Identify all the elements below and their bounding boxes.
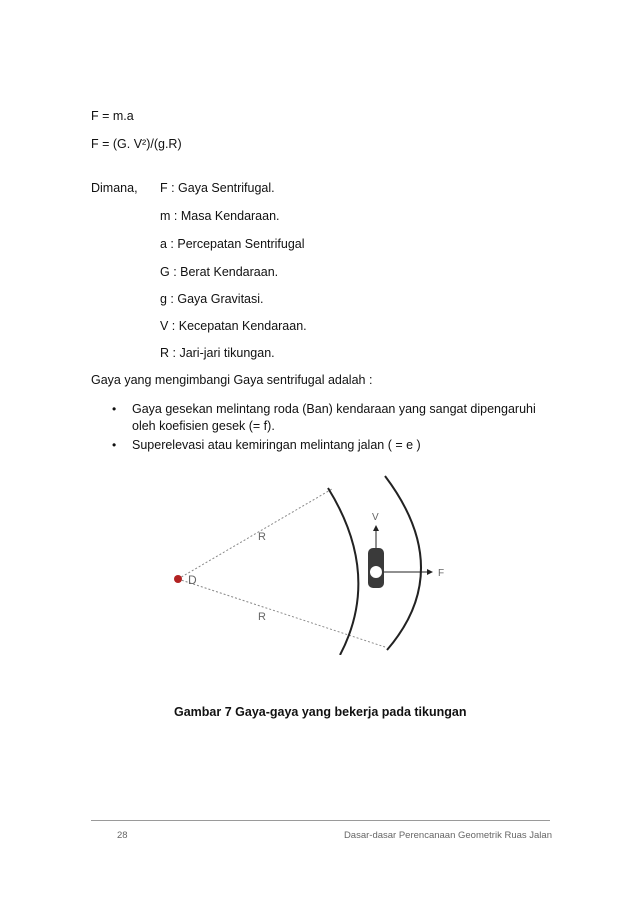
road-inner-edge — [328, 488, 358, 655]
bullet-marker: • — [112, 402, 117, 416]
vehicle-window — [370, 566, 382, 578]
bullet-line: oleh koefisien gesek (= f). — [132, 419, 275, 433]
definition-g-gravity: g : Gaya Gravitasi. — [160, 292, 264, 306]
velocity-label: V — [372, 512, 379, 523]
definition-f: F : Gaya Sentrifugal. — [160, 181, 275, 195]
center-point — [174, 575, 182, 583]
definition-a: a : Percepatan Sentrifugal — [160, 237, 305, 251]
bullet-line: Superelevasi atau kemiringan melintang jalan ( = e ) — [132, 438, 421, 452]
definition-g-weight: G : Berat Kendaraan. — [160, 265, 279, 279]
formula-centrifugal: F = (G. V²)/(g.R) — [91, 137, 182, 151]
running-title: Dasar-dasar Perencanaan Geometrik Ruas Jalan — [343, 830, 552, 841]
figure-caption: Gambar 7 Gaya-gaya yang bekerja pada tikungan — [174, 705, 467, 719]
radius-label-top: R — [258, 531, 266, 543]
formula-force: F = m.a — [91, 109, 134, 123]
bullet-superelevation — [132, 437, 552, 454]
force-label: F — [438, 568, 445, 579]
where-label: Dimana, — [91, 181, 138, 195]
page-number: 28 — [117, 830, 128, 841]
radius-line-top — [178, 489, 332, 579]
definition-v: V : Kecepatan Kendaraan. — [160, 319, 307, 333]
radius-line-bottom — [178, 579, 385, 647]
bullet-friction — [132, 401, 552, 435]
definition-m: m : Masa Kendaraan. — [160, 209, 280, 223]
definition-r: R : Jari-jari tikungan. — [160, 346, 275, 360]
radius-label-bottom: R — [258, 611, 266, 623]
footer-divider — [91, 820, 550, 821]
curve-force-diagram — [160, 470, 470, 655]
intro-text: Gaya yang mengimbangi Gaya sentrifugal adalah : — [91, 373, 373, 387]
center-label: D — [188, 573, 197, 587]
bullet-line: Gaya gesekan melintang roda (Ban) kendaraan yang sangat dipengaruhi — [132, 402, 536, 416]
road-outer-edge — [385, 476, 421, 650]
bullet-marker: • — [112, 438, 117, 452]
